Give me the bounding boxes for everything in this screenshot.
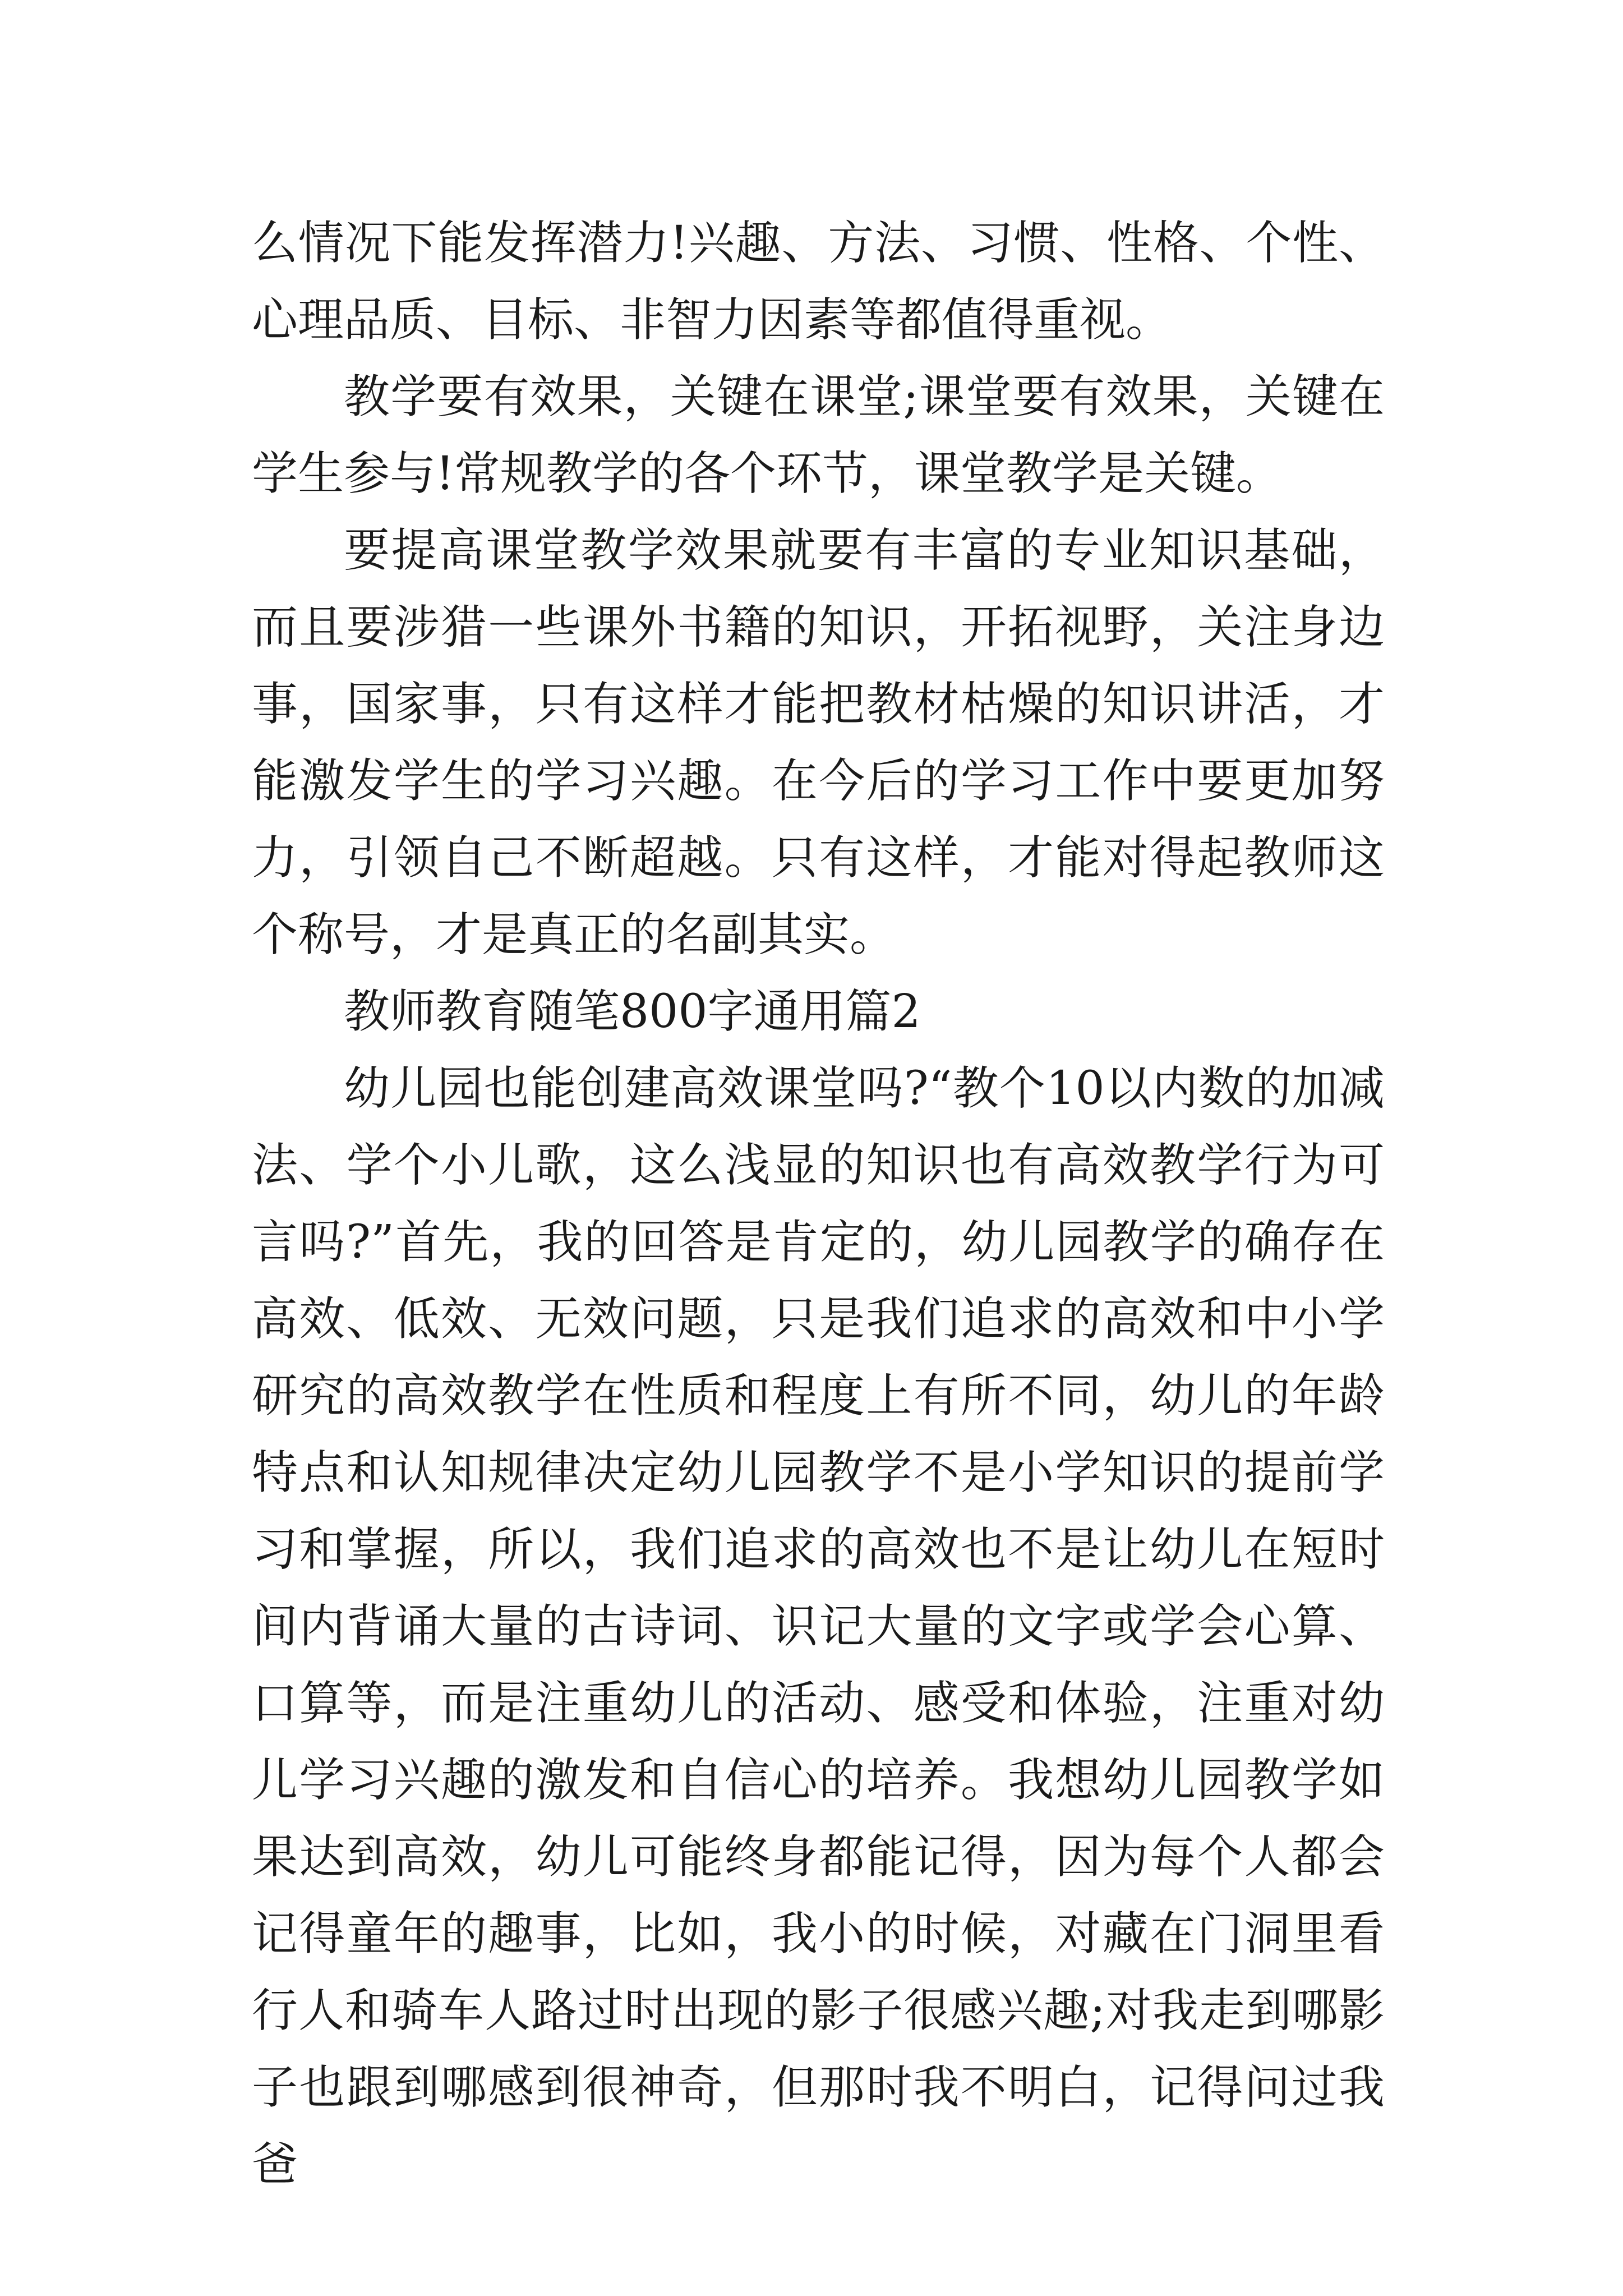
document-body (252, 205, 1385, 2203)
paragraph-kindergarten-efficiency: 幼儿园也能创建高效课堂吗?“教个10以内数的加减法、学个小儿歌，这么浅显的知识也有高效教学行为可言吗?”首先，我的回答是肯定的，幼儿园教学的确存在高效、低效、无效问题，只是我们追求的高效和中小学研究的高效教学在性质和程度上有所不同，幼儿的年龄特点和认知规律决定幼儿园教学不是小学知识的提前学习和掌握，所以，我们追求的高效也不是让幼儿在短时间内背诵大量的古诗词、识记大量的文字或学会心算、口算等，而是注重幼儿的活动、感受和体验，注重对幼儿学习兴趣的激发和自信心的培养。我想幼儿园教学如果达到高效，幼儿可能终身都能记得，因为每个人都会记得童年的趣事，比如，我小的时候，对藏在门洞里看行人和骑车人路过时出现的影子很感兴趣;对我走到哪影子也跟到哪感到很神奇，但那时我不明白，记得问过我爸 (252, 1062, 1385, 2191)
paragraph-classroom-effect: 教学要有效果，关键在课堂;课堂要有效果，关键在学生参与!常规教学的各个环节，课堂教学是关键。 (252, 370, 1385, 500)
paragraph-professional-knowledge: 要提高课堂教学效果就要有丰富的专业知识基础，而且要涉猎一些课外书籍的知识，开拓视野，关注身边事，国家事，只有这样才能把教材枯燥的知识讲活，才能激发学生的学习兴趣。在今后的学习工作中要更加努力，引领自己不断超越。只有这样，才能对得起教师这个称号，才是真正的名副其实。 (252, 524, 1385, 961)
section-heading: 教师教育随笔800字通用篇2 (344, 985, 921, 1038)
paragraph-continuation: 么情况下能发挥潜力!兴趣、方法、习惯、性格、个性、心理品质、目标、非智力因素等都值得重视。 (252, 217, 1385, 347)
